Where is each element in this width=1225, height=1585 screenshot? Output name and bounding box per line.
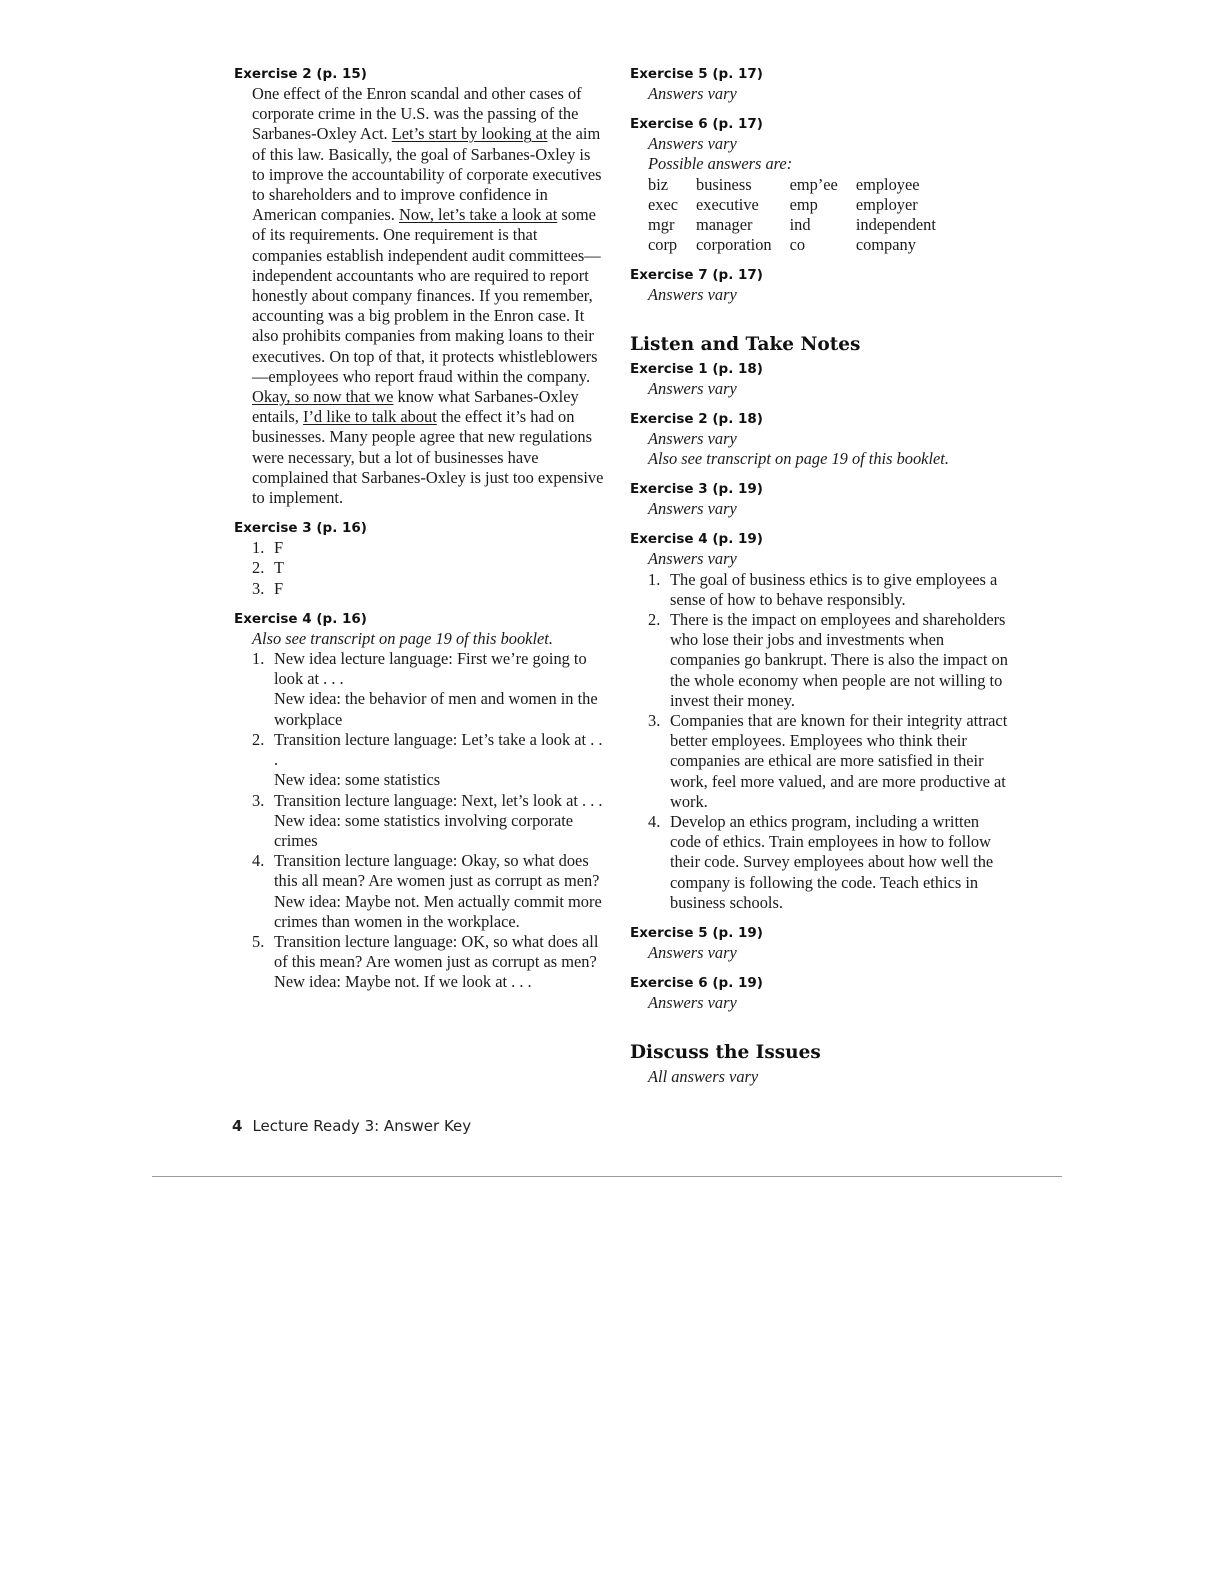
item-text: F xyxy=(274,538,284,558)
answer-text: All answers vary xyxy=(648,1066,759,1086)
item-text: The goal of business ethics is to give employees a sense of how to behave responsibly. xyxy=(670,569,998,609)
table-cell: executive xyxy=(696,194,759,214)
item-language: Transition lecture language: Next, let’s look at . . . xyxy=(274,790,603,810)
item-text: Companies that are known for their integrity attract better employees. Employees who think their companies are ethical are more satisfied in their work, feel more valued, and are more productive at work. xyxy=(670,711,1008,811)
exercise-heading: Exercise 2 (p. 18) xyxy=(630,410,763,427)
list-item xyxy=(252,791,604,852)
table-cell: emp’ee xyxy=(789,174,838,194)
underlined-phrase: Okay, so now that we xyxy=(252,387,394,407)
text-run: One effect of the Enron scandal and other cases of corporate crime in the U.S. was the passing of the Sarbanes-Oxley Act. xyxy=(252,84,582,144)
answer-text: Answers vary xyxy=(648,378,737,398)
item-language: Transition lecture language: Let’s take a look at . . . xyxy=(274,729,603,770)
exercise-heading: Exercise 6 (p. 17) xyxy=(630,116,763,133)
item-language: Transition lecture language: Okay, so what does this all mean? Are women just as corrupt as men? xyxy=(274,851,600,891)
table-cell: exec xyxy=(648,194,679,214)
table-cell: biz xyxy=(648,174,669,194)
page-footer xyxy=(232,1117,471,1135)
exercise-heading: Exercise 1 (p. 18) xyxy=(630,360,763,377)
answer-text: Answers vary xyxy=(648,549,737,569)
list-item xyxy=(252,730,604,791)
answer-list xyxy=(234,538,604,599)
text-run: the effect it’s had on businesses. Many people agree that new regulations were necessary, but a lot of businesses have complained that Sarbanes-Oxley is just too expensive to implement. xyxy=(252,407,604,508)
exercise-heading: Exercise 7 (p. 17) xyxy=(630,267,763,284)
table-cell: mgr xyxy=(648,215,675,235)
answer-text: Answers vary xyxy=(648,943,737,963)
list-item xyxy=(252,538,604,558)
table-cell: corporation xyxy=(696,235,772,255)
table-cell: company xyxy=(855,235,916,255)
text-run: the aim of this law. Basically, the goal of Sarbanes-Oxley is to improve the accountability of corporate executives to shareholders and to improve confidence in American companies. xyxy=(252,124,602,225)
item-number: 1. xyxy=(252,649,265,669)
answer-list xyxy=(234,649,604,992)
exercise-heading: Exercise 4 (p. 19) xyxy=(630,531,763,548)
item-new-idea: New idea: some statistics involving corporate crimes xyxy=(274,810,574,850)
item-number: 4. xyxy=(252,851,265,871)
item-new-idea: New idea: some statistics xyxy=(274,770,441,790)
answer-text: Answers vary xyxy=(648,84,737,103)
table-cell: employee xyxy=(855,174,920,194)
item-language: New idea lecture language: First we’re going to look at . . . xyxy=(274,649,587,689)
answer-text: Answers vary xyxy=(648,993,737,1013)
table-cell: independent xyxy=(855,215,936,235)
page-number: 4 xyxy=(232,1117,243,1135)
left-column xyxy=(234,64,604,993)
list-item xyxy=(252,579,604,599)
exercise-heading: Exercise 3 (p. 19) xyxy=(630,481,763,498)
footer-title: Lecture Ready 3: Answer Key xyxy=(252,1117,472,1135)
list-item xyxy=(252,649,604,730)
item-new-idea: New idea: Maybe not. Men actually commit more crimes than women in the workplace. xyxy=(274,891,602,931)
table-cell: emp xyxy=(789,194,818,214)
item-number: 4. xyxy=(648,812,661,832)
exercise-heading: Exercise 5 (p. 17) xyxy=(630,66,763,82)
table-row xyxy=(646,215,952,235)
answer-text: Answers vary xyxy=(648,428,737,448)
item-number: 3. xyxy=(648,711,661,731)
exercise-heading: Exercise 4 (p. 16) xyxy=(234,610,367,627)
divider xyxy=(152,1176,1062,1177)
item-text: There is the impact on employees and shareholders who lose their jobs and investments when companies go bankrupt. There is also the impact on the whole economy when people are not willing to invest their money. xyxy=(670,610,1008,710)
item-new-idea: New idea: Maybe not. If we look at . . . xyxy=(274,972,532,992)
table-cell: employer xyxy=(855,194,918,214)
list-item xyxy=(648,570,1010,610)
answer-text: Answers vary xyxy=(648,499,737,519)
exercise-heading: Exercise 2 (p. 15) xyxy=(234,66,367,82)
table-cell: corp xyxy=(648,235,678,255)
table-row xyxy=(646,195,952,215)
list-item xyxy=(252,558,604,578)
exercise-heading: Exercise 3 (p. 16) xyxy=(234,520,367,537)
text-run: know what Sarbanes-Oxley entails, xyxy=(252,387,579,427)
item-number: 2. xyxy=(252,558,265,578)
answer-text: Answers vary xyxy=(648,134,737,154)
list-item xyxy=(648,711,1010,812)
table-cell: co xyxy=(789,235,806,255)
transcript-paragraph xyxy=(234,84,604,508)
exercise-heading: Exercise 5 (p. 19) xyxy=(630,925,763,942)
underlined-phrase: I’d like to talk about xyxy=(302,407,437,427)
item-number: 5. xyxy=(252,931,265,951)
note: Possible answers are: xyxy=(648,154,793,174)
item-number: 2. xyxy=(252,729,265,749)
answer-text: Answers vary xyxy=(648,285,737,305)
item-new-idea: New idea: the behavior of men and women in the workplace xyxy=(274,689,598,729)
note: Also see transcript on page 19 of this booklet. xyxy=(252,628,553,648)
exercise-heading: Exercise 6 (p. 19) xyxy=(630,975,763,992)
item-text: F xyxy=(274,578,284,598)
section-title: Listen and Take Notes xyxy=(630,333,861,355)
table-row xyxy=(646,235,952,255)
list-item xyxy=(252,932,604,993)
answer-list xyxy=(630,570,1010,913)
text-run: some of its requirements. One requirement is that companies establish independent audit committees—independent accountants who are required to report honestly about company finances. If you remember, accounting was a big problem in the Enron case. It also prohibits companies from making loans to their executives. On top of that, it protects whistleblowers—employees who report fraud within the company. xyxy=(252,205,601,386)
section-title: Discuss the Issues xyxy=(630,1041,821,1063)
item-number: 1. xyxy=(648,569,661,589)
item-number: 3. xyxy=(252,790,265,810)
list-item xyxy=(252,851,604,932)
table-cell: manager xyxy=(696,215,753,235)
item-number: 3. xyxy=(252,578,265,598)
right-column xyxy=(630,64,1010,1087)
table-cell: ind xyxy=(789,215,811,235)
item-text: Develop an ethics program, including a written code of ethics. Train employees in how to follow their code. Survey employees about how well the company is following the code. Teach ethics in business schools. xyxy=(670,812,994,912)
underlined-phrase: Now, let’s take a look at xyxy=(399,205,558,225)
abbreviation-table xyxy=(646,175,952,256)
list-item xyxy=(648,812,1010,913)
underlined-phrase: Let’s start by looking at xyxy=(391,124,548,144)
table-row xyxy=(646,175,952,195)
item-text: T xyxy=(274,558,285,578)
table-cell: business xyxy=(696,174,752,194)
item-language: Transition lecture language: OK, so what does all of this mean? Are women just as corrupt as men? xyxy=(274,931,599,972)
note: Also see transcript on page 19 of this booklet. xyxy=(648,449,949,469)
list-item xyxy=(648,610,1010,711)
item-number: 1. xyxy=(252,538,265,558)
item-number: 2. xyxy=(648,610,661,630)
